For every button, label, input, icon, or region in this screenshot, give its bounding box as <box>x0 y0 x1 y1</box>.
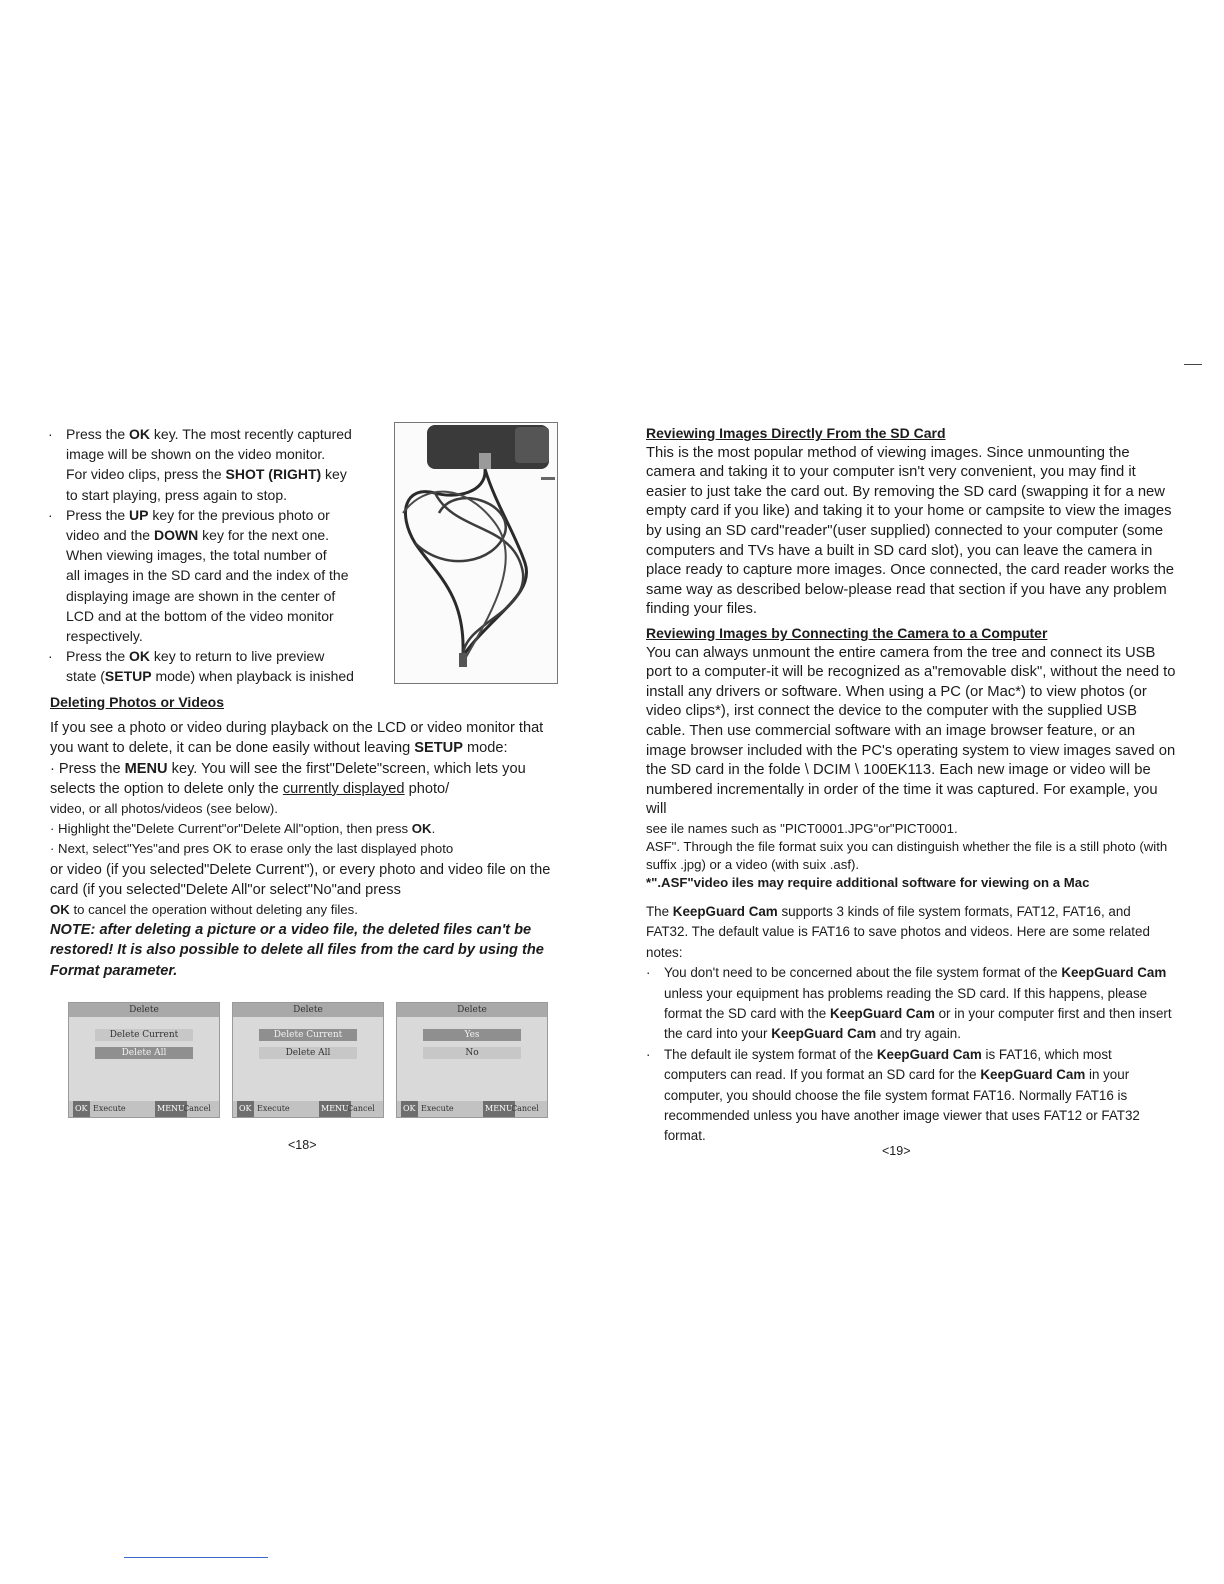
bold-text: KeepGuard Cam <box>1061 965 1167 981</box>
file-system-note-2 <box>646 1045 1176 1147</box>
delete-step-menu-tail: video, or all photos/videos (see below). <box>50 801 278 817</box>
delete-screen <box>232 1002 384 1118</box>
screen-title: Delete <box>397 1003 547 1017</box>
bullet-dot: · <box>48 506 53 523</box>
file-system-intro <box>646 902 1176 963</box>
bold-text: KeepGuard Cam <box>980 1067 1086 1083</box>
bold-text: DOWN <box>153 527 199 544</box>
bold-text: KeepGuard Cam <box>771 1026 877 1042</box>
screen-footer <box>397 1101 547 1117</box>
delete-screens <box>68 1002 568 1122</box>
text-run: to cancel the operation without deleting any files. <box>69 902 358 918</box>
delete-screen <box>396 1002 548 1118</box>
bold-text: SETUP <box>104 668 152 685</box>
playback-bullet <box>48 505 388 646</box>
text-run: is FAT16, which most computers can read. If you format an SD card for the <box>664 1046 1112 1083</box>
text-run: key <box>321 466 347 483</box>
bold-text: OK <box>411 821 432 837</box>
menu-key-label: MENU <box>319 1101 351 1117</box>
text-run: When viewing images, the total number of <box>66 547 327 564</box>
delete-step-highlight <box>50 819 566 839</box>
ok-key-label: OK <box>401 1101 418 1117</box>
bullet-line <box>66 424 388 444</box>
screen-option: Delete Current <box>259 1029 357 1041</box>
bold-text: OK <box>129 426 151 442</box>
screen-footer <box>69 1101 219 1117</box>
screen-title: Delete <box>69 1003 219 1017</box>
bold-text: KeepGuard Cam <box>829 1005 935 1021</box>
text-run: photo/ <box>404 780 450 797</box>
text-run: key for the previous photo or <box>148 506 330 523</box>
text-run: in your computer, you should choose the file system format FAT16. Normally FAT16 is recommended unless you have another image viewer that uses FAT12 or FAT32 format. <box>664 1067 1140 1144</box>
text-run: mode) when playback is inished <box>151 668 354 685</box>
delete-step-confirm-cont: or video (if you selected"Delete Current"), or every photo and video file on the card (if you selected"Delete All"or select"No"and press <box>50 861 551 898</box>
screen-option: Delete All <box>95 1047 193 1059</box>
bullet-line <box>66 525 388 545</box>
text-run: You don't need to be concerned about the file system format of the <box>664 965 1062 981</box>
bold-text: UP <box>129 506 149 523</box>
scan-footer-line <box>124 1557 268 1558</box>
bold-text: SETUP <box>414 740 463 757</box>
playback-bullet <box>48 424 388 505</box>
bullet-dot: · <box>646 1046 651 1062</box>
menu-key-label: MENU <box>155 1101 187 1117</box>
text-run: key to return to live preview <box>150 648 325 665</box>
text-run: respectively. <box>66 628 143 645</box>
underlined-text: currently displayed <box>282 780 405 797</box>
right-page <box>646 424 1176 1158</box>
bullet-line <box>66 626 388 646</box>
sd-card-paragraph: This is the most popular method of viewing images. Since unmounting the camera and taking it to your computer isn't very convenient, you may find it easier to just take the card out. By removing the SD card (swapping it for a new empty card if you like) and taking it to your home or campsite to view the images by using an SD card"reader"(user supplied) connected to your computer (some computers and TVs have a built in SD card slot), you can leave the camera in place ready to capture more images. Once connected, the card reader works the same way as described below-please read that section if you have any problem finding your files. <box>646 444 1175 618</box>
file-system-note-1 <box>646 963 1176 1045</box>
bullet-line <box>66 464 388 484</box>
delete-step-cancel <box>50 900 566 920</box>
bullet-line <box>66 606 388 626</box>
text-run: key for the next one. <box>198 527 330 544</box>
text-run: and try again. <box>876 1026 961 1042</box>
delete-intro <box>50 718 566 758</box>
screen-option: Delete Current <box>95 1029 193 1041</box>
sd-card-heading: Reviewing Images Directly From the SD Card <box>646 425 946 441</box>
computer-paragraph: You can always unmount the entire camera from the tree and connect its USB port to a computer-it will be recognized as a"removable disk", without the need to install any drivers or software. When using a PC (or Mac*) to view photos (or video clips*), irst connect the device to the computer with the supplied USB cable. Then use commercial software with an image browser feature, or an image browser included with the PC's operating system to view images saved on the SD card in the folde \ DCIM \ 100EK113. Each new image or video will be numbered incrementally in order of the time it was captured. For example, you will <box>646 644 1176 818</box>
delete-step-menu <box>50 759 566 799</box>
text-run: For video clips, press the <box>66 466 226 483</box>
usb-cable-photo <box>394 422 558 684</box>
scan-mark <box>1184 364 1202 365</box>
bullet-line <box>66 444 388 464</box>
playback-bullet <box>48 646 388 686</box>
bullet-line <box>66 485 388 505</box>
bold-text: KeepGuard Cam <box>672 903 778 919</box>
bullet-line <box>66 565 388 585</box>
playback-instructions <box>48 424 388 687</box>
text-run: video and the <box>66 527 154 544</box>
bullet-dot: · <box>646 965 651 981</box>
menu-action-label: Cancel <box>347 1104 375 1113</box>
file-names-line: see ile names such as "PICT0001.JPG"or"PICT0001. <box>646 820 958 836</box>
text-run: The <box>646 903 673 919</box>
bullet-dot: · <box>48 648 53 665</box>
menu-action-label: Cancel <box>183 1104 211 1113</box>
delete-section <box>50 692 566 981</box>
usb-cable-image <box>395 423 557 683</box>
text-run: displaying image are shown in the center of <box>66 587 336 604</box>
delete-screen <box>68 1002 220 1118</box>
bullet-line <box>66 586 388 606</box>
text-run: LCD and at the bottom of the video monitor <box>66 607 334 624</box>
delete-note: NOTE: after deleting a picture or a video file, the deleted files can't be restored! It is also possible to delete all files from the card by using the Format parameter. <box>50 922 544 979</box>
page-number-right: <19> <box>882 1144 911 1158</box>
mac-note: *".ASF"video iles may require additional software for viewing on a Mac <box>646 874 1090 890</box>
text-run: · Highlight the"Delete Current"or"Delete All"option, then press <box>50 821 412 837</box>
ok-action-label: Execute <box>257 1104 290 1113</box>
text-run: to start playing, press again to stop. <box>66 486 288 503</box>
screen-option: Yes <box>423 1029 521 1041</box>
bold-text: OK <box>129 648 151 665</box>
text-run: Press the <box>66 506 130 523</box>
text-run: Press the <box>66 648 130 665</box>
screen-title: Delete <box>233 1003 383 1017</box>
text-run: supports 3 kinds of file system formats, FAT12, FAT16, and FAT32. The default value is FAT16 to save photos and videos. Here are some related notes: <box>646 903 1150 960</box>
text-run: image will be shown on the video monitor. <box>66 446 326 463</box>
screen-option: Delete All <box>259 1047 357 1059</box>
bold-text: MENU <box>124 760 168 777</box>
menu-key-label: MENU <box>483 1101 515 1117</box>
screen-option: No <box>423 1047 521 1059</box>
bold-text: KeepGuard Cam <box>876 1046 982 1062</box>
text-run: key. The most recently captured <box>150 426 352 442</box>
page-number-left: <18> <box>288 1138 317 1152</box>
text-run: Press the <box>66 426 130 442</box>
text-run: or in your computer first and then insert the card into your <box>664 1005 1172 1042</box>
delete-step-confirm: · Next, select"Yes"and pres OK to erase only the last displayed photo <box>50 841 454 857</box>
text-run: unless your equipment has problems reading the SD card. If this happens, please format the SD card with the <box>664 985 1148 1021</box>
text-run: mode: <box>462 740 508 757</box>
bullet-dot: · <box>48 426 53 442</box>
menu-action-label: Cancel <box>511 1104 539 1113</box>
text-run: key. You will see the first"Delete"screen, which lets you selects the option to delete only the <box>50 760 526 797</box>
bullet-line <box>66 646 388 666</box>
computer-heading: Reviewing Images by Connecting the Camera to a Computer <box>646 624 1048 641</box>
text-run: · Press the <box>50 760 125 777</box>
text-run: state ( <box>66 668 105 685</box>
bullet-line <box>66 545 388 565</box>
ok-key-label: OK <box>73 1101 90 1117</box>
file-suffix-line: ASF". Through the file format suix you can distinguish whether the file is a still photo (with suffix .jpg) or a video (with suix .asf). <box>646 838 1168 872</box>
delete-heading: Deleting Photos or Videos <box>50 694 224 710</box>
text-run: The default ile system format of the <box>664 1046 877 1062</box>
bold-text: OK <box>50 902 70 918</box>
bullet-line <box>66 666 388 686</box>
ok-action-label: Execute <box>93 1104 126 1113</box>
bold-text: SHOT (RIGHT) <box>225 466 322 483</box>
text-run: . <box>431 821 436 837</box>
ok-key-label: OK <box>237 1101 254 1117</box>
bullet-line <box>66 505 388 525</box>
text-run: all images in the SD card and the index of the <box>66 567 349 584</box>
ok-action-label: Execute <box>421 1104 454 1113</box>
screen-footer <box>233 1101 383 1117</box>
text-run: If you see a photo or video during playback on the LCD or video monitor that you want to delete, it can be done easily without leaving <box>50 720 544 757</box>
